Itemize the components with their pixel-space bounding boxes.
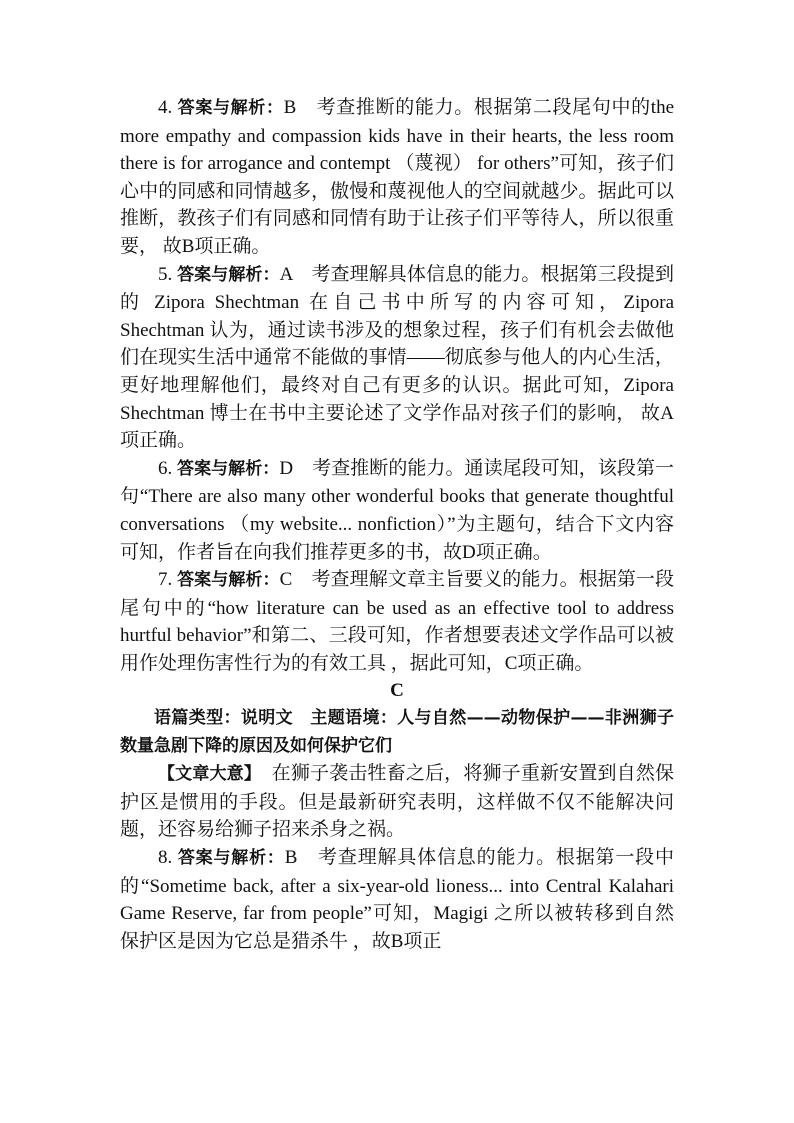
passage-type-line: 语篇类型：说明文 主题语境：人与自然——动物保护——非洲狮子数量急剧下降的原因及如何保护它们 [120,708,674,756]
answer-item-6 [120,455,674,566]
summary-label: 【文章大意】 [158,764,253,785]
item-number: 8. [158,847,173,869]
answer-lead-label: 答案与解析： [177,458,280,479]
item-number: 5. [158,263,173,285]
item-number: 4. [158,97,173,118]
answer-item-7 [120,566,674,677]
answer-lead-label: 答案与解析： [177,98,284,118]
answer-item-5 [120,261,674,455]
answer-lead-label: 答案与解析： [177,570,280,591]
answer-lead-label: 答案与解析： [177,848,285,869]
answer-text: B 考查推断的能力。根据第二段尾句中的the more empathy and compassion kids have in their hearts, the less room there is for arrogance and contempt （蔑视） for others”可知，孩子们心中的同感和同情越多，傲慢和蔑视他人的空间就越少。据此可以推断，教孩子们有同感和同情有助于让孩子们平等待人，所以很重要， 故B项正确。 [120,97,675,257]
answer-text: B 考查理解具体信息的能力。根据第一段中的“Sometime back, after a six-year-old lioness... into Central Kalahari Game Reserve, far from people”可知，Magigi 之所以被转移到自然保护区是因为它总是猎杀牛 ，故B项正 [120,847,674,952]
item-number: 6. [158,457,173,479]
summary-text: 在狮子袭击牲畜之后，将狮子重新安置到自然保护区是惯用的手段。但是最新研究表明，这样做不仅不能解决问题，还容易给狮子招来杀身之祸。 [120,763,674,841]
article-summary [120,760,674,844]
answer-item-8 [120,844,674,955]
answer-text: D 考查推断的能力。通读尾段可知，该段第一句“There are also many other wonderful books that generate thoughtful conversations （my website... nonfiction）”为主题句，结合下文内容可知，作者旨在向我们推荐更多的书，故D项正确。 [120,457,674,563]
document-page [120,94,674,955]
answer-lead-label: 答案与解析： [177,264,280,285]
item-number: 7. [158,569,173,591]
answer-text: A 考查理解具体信息的能力。根据第三段提到的 Zipora Shechtman 在自己书中所写的内容可知，Zipora Shechtman 认为，通过读书涉及的想象过程，孩子们有机会去做他们在现实生活中通常不能做的事情——彻底参与他人的内心生活，更好地理解他们，最终对自己有更多的认识。据此可知，Zipora Shechtman 博士在书中主要论述了文学作品对孩子们的影响， 故A项正确。 [120,263,674,452]
section-heading: C [390,680,404,702]
answer-text: C 考查理解文章主旨要义的能力。根据第一段尾句中的“how literature can be used as an effective tool to address hurtful behavior”和第二、三段可知，作者想要表述文学作品可以被用作处理伤害性行为的有效工具 ，据此可知，C项正确。 [120,569,674,674]
answer-item-4 [120,94,674,261]
